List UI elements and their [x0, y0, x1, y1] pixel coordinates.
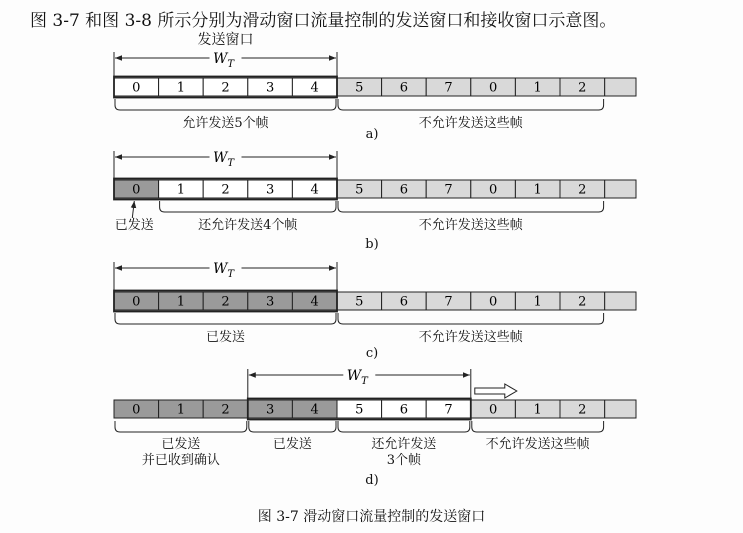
- frame-number: 2: [221, 294, 230, 310]
- window-symbol: W: [346, 368, 362, 384]
- frame-number: 4: [310, 80, 319, 96]
- frame-number: 1: [533, 182, 542, 198]
- window-subscript: T: [227, 158, 235, 169]
- slide-direction-arrow: [475, 384, 517, 398]
- frame-number: 1: [533, 80, 542, 96]
- frame-number: 4: [310, 294, 319, 310]
- region-bracket: [249, 421, 336, 432]
- window-subscript: T: [361, 376, 368, 387]
- frame-number: 0: [132, 182, 141, 198]
- frame-bar-tail: [605, 292, 636, 310]
- frame-number: 5: [355, 294, 364, 310]
- frame-number: 0: [132, 294, 141, 310]
- window-size-label: [347, 368, 369, 387]
- diagram-sublabel: b): [365, 237, 379, 252]
- frame-number: 6: [399, 402, 409, 418]
- region-label: 已发送: [205, 330, 246, 345]
- window-symbol: W: [212, 261, 228, 277]
- diagram-b: [114, 150, 636, 218]
- frame-number: 1: [176, 402, 186, 418]
- frame-number: 2: [578, 80, 587, 96]
- frame-bar-tail: [605, 400, 636, 418]
- frame-bar-tail: [605, 78, 636, 96]
- window-size-label: [213, 150, 235, 169]
- region-label: 还允许发送4个帧: [198, 218, 298, 233]
- frame-number: 1: [533, 294, 542, 310]
- window-symbol: W: [212, 150, 228, 166]
- window-size-label: [213, 51, 235, 70]
- region-bracket: [338, 201, 604, 212]
- frame-number: 2: [578, 402, 587, 418]
- frame-number: 2: [578, 182, 587, 198]
- region-label: 不允许发送这些帧: [418, 330, 523, 345]
- frame-number: 2: [221, 402, 230, 418]
- frame-number: 0: [488, 294, 498, 310]
- region-label: 已发送 并已收到确认: [141, 437, 220, 468]
- figure-caption: 图 3-7 滑动窗口流量控制的发送窗口: [257, 509, 486, 525]
- diagram-sublabel: a): [365, 127, 379, 142]
- frame-number: 0: [488, 402, 498, 418]
- sent-frame-label: 已发送: [114, 218, 154, 233]
- sent-pointer-arrow: [132, 201, 134, 218]
- frame-number: 6: [399, 182, 409, 198]
- region-bracket: [115, 313, 336, 324]
- intro-sentence: 图 3-7 和图 3-8 所示分别为滑动窗口流量控制的发送窗口和接收窗口示意图。: [30, 11, 617, 31]
- frame-number: 1: [176, 182, 186, 198]
- frame-number: 4: [310, 402, 319, 418]
- region-bracket: [472, 421, 604, 432]
- diagram-sublabel: c): [365, 346, 379, 361]
- frame-number: 3: [265, 402, 275, 418]
- region-label: 不允许发送这些帧: [418, 218, 523, 233]
- region-bracket: [338, 313, 604, 324]
- frame-number: 5: [355, 80, 364, 96]
- frame-number: 3: [265, 182, 275, 198]
- frame-number: 7: [444, 402, 453, 418]
- frame-number: 7: [444, 294, 453, 310]
- frame-number: 7: [444, 182, 453, 198]
- window-subscript: T: [227, 269, 235, 280]
- diagram-c: [114, 261, 636, 324]
- frame-number: 1: [176, 294, 186, 310]
- region-bracket: [338, 99, 604, 110]
- window-subscript: T: [227, 59, 235, 70]
- region-label: 不允许发送这些帧: [418, 116, 523, 131]
- frame-number: 0: [132, 80, 141, 96]
- frame-number: 5: [355, 182, 364, 198]
- window-size-label: [213, 261, 235, 280]
- frame-number: 7: [444, 80, 453, 96]
- frame-bar-tail: [605, 180, 636, 198]
- region-label: 已发送: [272, 437, 312, 452]
- frame-number: 0: [132, 402, 141, 418]
- frame-number: 2: [221, 182, 230, 198]
- frame-number: 2: [221, 80, 230, 96]
- diagram-d: [114, 368, 636, 432]
- region-bracket: [160, 201, 336, 212]
- frame-number: 3: [265, 294, 275, 310]
- region-bracket: [338, 421, 470, 432]
- frame-number: 1: [176, 80, 186, 96]
- region-label: 允许发送5个帧: [182, 116, 269, 131]
- diagram-a: [114, 51, 636, 110]
- window-symbol: W: [212, 51, 228, 67]
- region-label: 还允许发送 3个帧: [371, 437, 437, 468]
- region-bracket: [115, 99, 336, 110]
- frame-number: 2: [578, 294, 587, 310]
- diagram-sublabel: d): [365, 473, 379, 488]
- region-bracket: [115, 421, 247, 432]
- frame-number: 5: [355, 402, 364, 418]
- frame-number: 6: [399, 80, 409, 96]
- frame-number: 1: [533, 402, 542, 418]
- region-label: 不允许发送这些帧: [485, 437, 590, 452]
- frame-number: 4: [310, 182, 319, 198]
- frame-number: 3: [265, 80, 275, 96]
- frame-number: 0: [488, 80, 498, 96]
- frame-number: 6: [399, 294, 409, 310]
- frame-number: 0: [488, 182, 498, 198]
- send-window-title: 发送窗口: [197, 32, 254, 48]
